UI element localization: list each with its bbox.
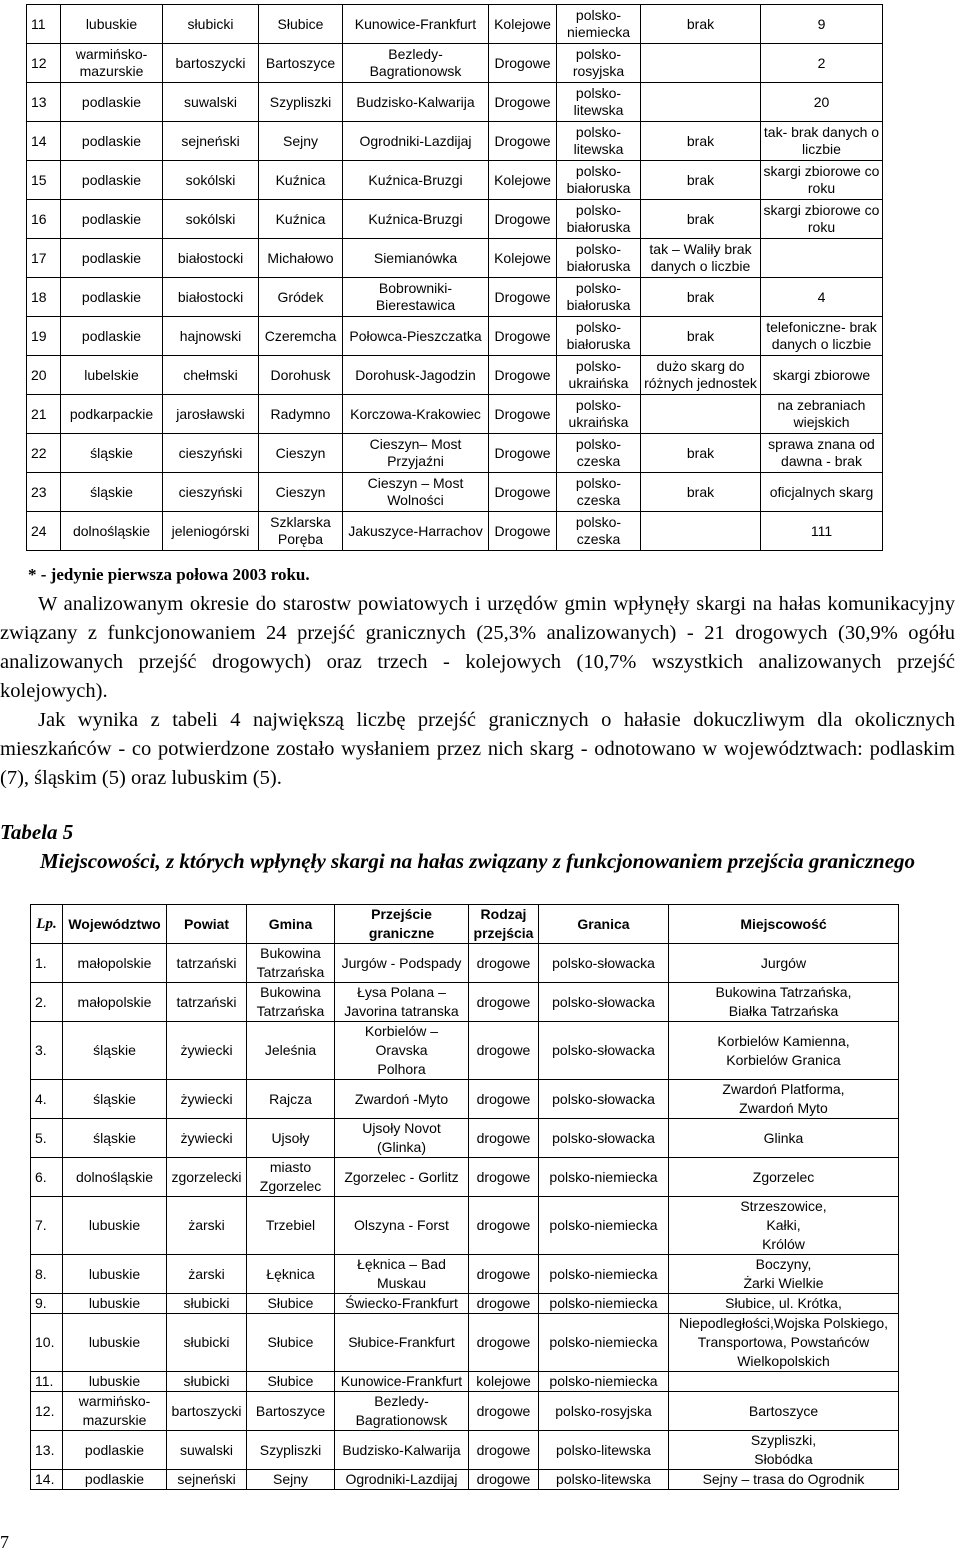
table-row bbox=[27, 512, 883, 551]
cell-przejscie: Siemianówka bbox=[343, 239, 489, 278]
cell-rodzaj: drogowe bbox=[469, 1119, 539, 1158]
cell-ilosc: oficjalnych skarg bbox=[761, 473, 883, 512]
cell-granica: polsko-słowacka bbox=[539, 944, 669, 983]
cell-wojewodztwo: podlaskie bbox=[61, 83, 163, 122]
cell-przejscie: Świecko-Frankfurt bbox=[335, 1294, 469, 1314]
cell-powiat: sejneński bbox=[167, 1470, 247, 1490]
cell-rodzaj: drogowe bbox=[469, 983, 539, 1022]
cell-rodzaj: drogowe bbox=[469, 1255, 539, 1294]
cell-ilosc: skargi zbiorowe bbox=[761, 356, 883, 395]
cell-ilosc: telefoniczne- brak danych o liczbie bbox=[761, 317, 883, 356]
cell-przejscie: Bezledy- Bagrationowsk bbox=[335, 1392, 469, 1431]
cell-przejscie: Bobrowniki- Bierestawica bbox=[343, 278, 489, 317]
table-5-header-row bbox=[31, 905, 899, 944]
cell-lp: 20 bbox=[27, 356, 61, 395]
cell-wojewodztwo: dolnośląskie bbox=[61, 512, 163, 551]
cell-wojewodztwo: śląskie bbox=[63, 1119, 167, 1158]
cell-miejscowosc: Szypliszki, Słobódka bbox=[669, 1431, 899, 1470]
cell-gmina: Jeleśnia bbox=[247, 1022, 335, 1080]
table-4-footnote: * - jedynie pierwsza połowa 2003 roku. bbox=[28, 565, 310, 584]
header-rodzaj: Rodzaj przejścia bbox=[469, 905, 539, 944]
cell-granica: polsko- litewska bbox=[557, 83, 641, 122]
cell-granica: polsko-niemiecka bbox=[539, 1158, 669, 1197]
cell-skargi: brak bbox=[641, 122, 761, 161]
cell-gmina: Słubice bbox=[259, 5, 343, 44]
cell-gmina: Łęknica bbox=[247, 1255, 335, 1294]
header-granica: Granica bbox=[539, 905, 669, 944]
cell-powiat: żarski bbox=[167, 1197, 247, 1255]
table-row bbox=[31, 1431, 899, 1470]
cell-rodzaj: drogowe bbox=[469, 1158, 539, 1197]
cell-powiat: tatrzański bbox=[167, 944, 247, 983]
cell-gmina: Rajcza bbox=[247, 1080, 335, 1119]
cell-przejscie: Zgorzelec - Gorlitz bbox=[335, 1158, 469, 1197]
cell-granica: polsko-rosyjska bbox=[539, 1392, 669, 1431]
table-row bbox=[31, 1392, 899, 1431]
cell-skargi: dużo skarg do różnych jednostek bbox=[641, 356, 761, 395]
cell-granica: polsko-czeska bbox=[557, 512, 641, 551]
cell-rodzaj: drogowe bbox=[469, 1314, 539, 1372]
cell-przejscie: Ogrodniki-Lazdijaj bbox=[343, 122, 489, 161]
cell-lp: 8. bbox=[31, 1255, 63, 1294]
cell-gmina: Bukowina Tatrzańska bbox=[247, 944, 335, 983]
cell-wojewodztwo: małopolskie bbox=[63, 944, 167, 983]
cell-granica: polsko-niemiecka bbox=[539, 1372, 669, 1392]
cell-skargi: brak bbox=[641, 278, 761, 317]
cell-ilosc: skargi zbiorowe co roku bbox=[761, 161, 883, 200]
cell-granica: polsko-czeska bbox=[557, 434, 641, 473]
header-gmina: Gmina bbox=[247, 905, 335, 944]
cell-rodzaj: Drogowe bbox=[489, 317, 557, 356]
table-row bbox=[31, 1022, 899, 1080]
cell-skargi: brak bbox=[641, 5, 761, 44]
cell-granica: polsko- litewska bbox=[557, 122, 641, 161]
cell-przejscie: Korbielów – Oravska Polhora bbox=[335, 1022, 469, 1080]
cell-granica: polsko-niemiecka bbox=[539, 1314, 669, 1372]
table-row bbox=[27, 356, 883, 395]
cell-gmina: Gródek bbox=[259, 278, 343, 317]
cell-skargi: brak bbox=[641, 434, 761, 473]
cell-lp: 13 bbox=[27, 83, 61, 122]
cell-ilosc: na zebraniach wiejskich bbox=[761, 395, 883, 434]
cell-miejscowosc: Glinka bbox=[669, 1119, 899, 1158]
cell-rodzaj: drogowe bbox=[469, 1197, 539, 1255]
cell-przejscie: Ujsoły Novot (Glinka) bbox=[335, 1119, 469, 1158]
table-row bbox=[27, 161, 883, 200]
cell-powiat: sejneński bbox=[163, 122, 259, 161]
cell-powiat: słubicki bbox=[167, 1372, 247, 1392]
cell-miejscowosc: Zgorzelec bbox=[669, 1158, 899, 1197]
cell-lp: 23 bbox=[27, 473, 61, 512]
cell-lp: 11 bbox=[27, 5, 61, 44]
cell-wojewodztwo: podlaskie bbox=[61, 317, 163, 356]
header-powiat: Powiat bbox=[167, 905, 247, 944]
cell-powiat: jeleniogórski bbox=[163, 512, 259, 551]
cell-wojewodztwo: śląskie bbox=[61, 434, 163, 473]
cell-rodzaj: drogowe bbox=[469, 1470, 539, 1490]
table-5 bbox=[30, 904, 899, 1490]
cell-powiat: słubicki bbox=[167, 1314, 247, 1372]
cell-skargi: brak bbox=[641, 473, 761, 512]
cell-gmina: Słubice bbox=[247, 1372, 335, 1392]
cell-gmina: Bartoszyce bbox=[259, 44, 343, 83]
cell-przejscie: Kuźnica-Bruzgi bbox=[343, 200, 489, 239]
cell-lp: 9. bbox=[31, 1294, 63, 1314]
cell-gmina: Cieszyn bbox=[259, 473, 343, 512]
cell-gmina: Słubice bbox=[247, 1294, 335, 1314]
cell-lp: 2. bbox=[31, 983, 63, 1022]
cell-przejscie: Kunowice-Frankfurt bbox=[343, 5, 489, 44]
cell-przejscie: Łysa Polana – Javorina tatranska bbox=[335, 983, 469, 1022]
cell-gmina: Kuźnica bbox=[259, 200, 343, 239]
cell-skargi: brak bbox=[641, 200, 761, 239]
cell-lp: 17 bbox=[27, 239, 61, 278]
cell-wojewodztwo: podlaskie bbox=[61, 278, 163, 317]
cell-lp: 18 bbox=[27, 278, 61, 317]
table-row bbox=[31, 1372, 899, 1392]
table-row bbox=[27, 200, 883, 239]
cell-gmina: Cieszyn bbox=[259, 434, 343, 473]
cell-rodzaj: drogowe bbox=[469, 1022, 539, 1080]
table-row bbox=[27, 44, 883, 83]
cell-wojewodztwo: lubelskie bbox=[61, 356, 163, 395]
cell-gmina: Kuźnica bbox=[259, 161, 343, 200]
table-row bbox=[31, 1314, 899, 1372]
cell-powiat: żywiecki bbox=[167, 1119, 247, 1158]
table-row bbox=[27, 239, 883, 278]
table-row bbox=[31, 1294, 899, 1314]
table-4-continuation bbox=[26, 4, 883, 551]
cell-miejscowosc: Niepodległości,Wojska Polskiego, Transportowa, Powstańców Wielkopolskich bbox=[669, 1314, 899, 1372]
cell-ilosc: skargi zbiorowe co roku bbox=[761, 200, 883, 239]
cell-przejscie: Cieszyn – Most Wolności bbox=[343, 473, 489, 512]
cell-powiat: hajnowski bbox=[163, 317, 259, 356]
cell-przejscie: Łęknica – Bad Muskau bbox=[335, 1255, 469, 1294]
cell-miejscowosc: Jurgów bbox=[669, 944, 899, 983]
cell-wojewodztwo: lubuskie bbox=[63, 1372, 167, 1392]
table-5-body bbox=[31, 944, 899, 1490]
cell-rodzaj: Kolejowe bbox=[489, 239, 557, 278]
cell-powiat: żywiecki bbox=[167, 1080, 247, 1119]
cell-rodzaj: Drogowe bbox=[489, 278, 557, 317]
cell-ilosc: 20 bbox=[761, 83, 883, 122]
table-5-title: Miejscowości, z których wpłynęły skargi na hałas związany z funkcjonowaniem przejścia granicznego bbox=[39, 849, 916, 873]
cell-przejscie: Budzisko-Kalwarija bbox=[343, 83, 489, 122]
cell-skargi bbox=[641, 395, 761, 434]
cell-wojewodztwo: podkarpackie bbox=[61, 395, 163, 434]
cell-rodzaj: kolejowe bbox=[469, 1372, 539, 1392]
cell-granica: polsko- białoruska bbox=[557, 278, 641, 317]
cell-granica: polsko- białoruska bbox=[557, 161, 641, 200]
cell-lp: 11. bbox=[31, 1372, 63, 1392]
cell-wojewodztwo: podlaskie bbox=[61, 161, 163, 200]
cell-powiat: bartoszycki bbox=[167, 1392, 247, 1431]
cell-wojewodztwo: lubuskie bbox=[63, 1255, 167, 1294]
cell-wojewodztwo: lubuskie bbox=[61, 5, 163, 44]
page-number: 7 bbox=[0, 1532, 9, 1552]
cell-przejscie: Dorohusk-Jagodzin bbox=[343, 356, 489, 395]
cell-gmina: Bukowina Tatrzańska bbox=[247, 983, 335, 1022]
table-row bbox=[31, 1470, 899, 1490]
cell-powiat: suwalski bbox=[163, 83, 259, 122]
cell-rodzaj: Drogowe bbox=[489, 44, 557, 83]
table-row bbox=[27, 434, 883, 473]
cell-rodzaj: Drogowe bbox=[489, 356, 557, 395]
header-miejscowosc: Miejscowość bbox=[669, 905, 899, 944]
cell-ilosc: 111 bbox=[761, 512, 883, 551]
cell-rodzaj: drogowe bbox=[469, 944, 539, 983]
cell-przejscie: Jurgów - Podspady bbox=[335, 944, 469, 983]
cell-miejscowosc: Słubice, ul. Krótka, bbox=[669, 1294, 899, 1314]
header-lp: Lp. bbox=[31, 905, 63, 944]
cell-lp: 24 bbox=[27, 512, 61, 551]
cell-lp: 6. bbox=[31, 1158, 63, 1197]
cell-granica: polsko-słowacka bbox=[539, 1119, 669, 1158]
cell-rodzaj: Drogowe bbox=[489, 473, 557, 512]
cell-wojewodztwo: śląskie bbox=[61, 473, 163, 512]
cell-gmina: Bartoszyce bbox=[247, 1392, 335, 1431]
cell-lp: 4. bbox=[31, 1080, 63, 1119]
cell-rodzaj: Drogowe bbox=[489, 434, 557, 473]
paragraph-1: W analizowanym okresie do starostw powiatowych i urzędów gmin wpłynęły skargi na hałas komunikacyjny związany z funkcjonowaniem 24 przejść granicznych (25,3% analizowanych) - 21 drogowych (30,9% ogółu analizowanych przejść drogowych) oraz trzech - kolejowych (10,7% wszystkich analizowanych przejść kolejowych). bbox=[0, 593, 955, 702]
cell-wojewodztwo: podlaskie bbox=[61, 239, 163, 278]
cell-wojewodztwo: małopolskie bbox=[63, 983, 167, 1022]
paragraph-2: Jak wynika z tabeli 4 największą liczbę przejść granicznych o hałasie dokuczliwym dla okolicznych mieszkańców - co potwierdzone zostało wysłaniem przez nich skarg - odnotowano w województwach: podlaskim (7), śląskim (5) oraz lubuskim (5). bbox=[0, 709, 955, 789]
cell-powiat: jarosławski bbox=[163, 395, 259, 434]
cell-powiat: suwalski bbox=[167, 1431, 247, 1470]
cell-wojewodztwo: podlaskie bbox=[61, 122, 163, 161]
cell-rodzaj: Drogowe bbox=[489, 512, 557, 551]
cell-rodzaj: Kolejowe bbox=[489, 161, 557, 200]
cell-ilosc: sprawa znana od dawna - brak bbox=[761, 434, 883, 473]
cell-miejscowosc: Boczyny, Żarki Wielkie bbox=[669, 1255, 899, 1294]
cell-gmina: Czeremcha bbox=[259, 317, 343, 356]
cell-powiat: słubicki bbox=[167, 1294, 247, 1314]
cell-przejscie: Olszyna - Forst bbox=[335, 1197, 469, 1255]
cell-rodzaj: Drogowe bbox=[489, 200, 557, 239]
cell-skargi bbox=[641, 83, 761, 122]
cell-skargi: tak – Waliły brak danych o liczbie bbox=[641, 239, 761, 278]
cell-przejscie: Budzisko-Kalwarija bbox=[335, 1431, 469, 1470]
cell-powiat: sokólski bbox=[163, 200, 259, 239]
cell-rodzaj: Kolejowe bbox=[489, 5, 557, 44]
cell-lp: 21 bbox=[27, 395, 61, 434]
table-row bbox=[27, 122, 883, 161]
table-row bbox=[31, 944, 899, 983]
cell-gmina: Dorohusk bbox=[259, 356, 343, 395]
cell-wojewodztwo: podlaskie bbox=[61, 200, 163, 239]
cell-wojewodztwo: warmińsko- mazurskie bbox=[63, 1392, 167, 1431]
cell-gmina: Szypliszki bbox=[259, 83, 343, 122]
cell-skargi: brak bbox=[641, 161, 761, 200]
cell-lp: 10. bbox=[31, 1314, 63, 1372]
cell-przejscie: Kunowice-Frankfurt bbox=[335, 1372, 469, 1392]
cell-wojewodztwo: lubuskie bbox=[63, 1314, 167, 1372]
cell-rodzaj: drogowe bbox=[469, 1392, 539, 1431]
table-row bbox=[27, 83, 883, 122]
table-row bbox=[31, 1255, 899, 1294]
cell-przejscie: Jakuszyce-Harrachov bbox=[343, 512, 489, 551]
cell-przejscie: Ogrodniki-Lazdijaj bbox=[335, 1470, 469, 1490]
cell-skargi bbox=[641, 512, 761, 551]
cell-lp: 14 bbox=[27, 122, 61, 161]
cell-lp: 12. bbox=[31, 1392, 63, 1431]
table-4-body bbox=[27, 5, 883, 551]
cell-miejscowosc: Strzeszowice, Kałki, Królów bbox=[669, 1197, 899, 1255]
cell-miejscowosc: Bartoszyce bbox=[669, 1392, 899, 1431]
cell-gmina: Michałowo bbox=[259, 239, 343, 278]
cell-granica: polsko-czeska bbox=[557, 473, 641, 512]
cell-przejscie: Słubice-Frankfurt bbox=[335, 1314, 469, 1372]
cell-lp: 16 bbox=[27, 200, 61, 239]
cell-lp: 3. bbox=[31, 1022, 63, 1080]
cell-wojewodztwo: lubuskie bbox=[63, 1294, 167, 1314]
cell-lp: 19 bbox=[27, 317, 61, 356]
cell-ilosc: tak- brak danych o liczbie bbox=[761, 122, 883, 161]
cell-przejscie: Cieszyn– Most Przyjaźni bbox=[343, 434, 489, 473]
cell-gmina: Szypliszki bbox=[247, 1431, 335, 1470]
cell-miejscowosc: Bukowina Tatrzańska, Białka Tatrzańska bbox=[669, 983, 899, 1022]
cell-miejscowosc: Sejny – trasa do Ogrodnik bbox=[669, 1470, 899, 1490]
cell-wojewodztwo: śląskie bbox=[63, 1022, 167, 1080]
cell-lp: 13. bbox=[31, 1431, 63, 1470]
cell-granica: polsko- ukraińska bbox=[557, 356, 641, 395]
header-wojewodztwo: Województwo bbox=[63, 905, 167, 944]
table-row bbox=[27, 278, 883, 317]
cell-powiat: cieszyński bbox=[163, 473, 259, 512]
cell-gmina: Słubice bbox=[247, 1314, 335, 1372]
cell-lp: 14. bbox=[31, 1470, 63, 1490]
table-row bbox=[31, 1158, 899, 1197]
cell-ilosc: 2 bbox=[761, 44, 883, 83]
cell-granica: polsko-niemiecka bbox=[539, 1294, 669, 1314]
cell-granica: polsko- ukraińska bbox=[557, 395, 641, 434]
table-row bbox=[27, 5, 883, 44]
cell-powiat: chełmski bbox=[163, 356, 259, 395]
cell-rodzaj: drogowe bbox=[469, 1431, 539, 1470]
cell-granica: polsko- białoruska bbox=[557, 317, 641, 356]
cell-granica: polsko- białoruska bbox=[557, 200, 641, 239]
cell-powiat: białostocki bbox=[163, 239, 259, 278]
cell-granica: polsko- rosyjska bbox=[557, 44, 641, 83]
cell-miejscowosc: Korbielów Kamienna, Korbielów Granica bbox=[669, 1022, 899, 1080]
cell-powiat: żywiecki bbox=[167, 1022, 247, 1080]
cell-ilosc: 4 bbox=[761, 278, 883, 317]
cell-lp: 7. bbox=[31, 1197, 63, 1255]
cell-powiat: zgorzelecki bbox=[167, 1158, 247, 1197]
cell-gmina: Radymno bbox=[259, 395, 343, 434]
cell-granica: polsko- niemiecka bbox=[557, 5, 641, 44]
cell-granica: polsko-litewska bbox=[539, 1431, 669, 1470]
cell-granica: polsko-niemiecka bbox=[539, 1255, 669, 1294]
cell-gmina: miasto Zgorzelec bbox=[247, 1158, 335, 1197]
cell-przejscie: Zwardoń -Myto bbox=[335, 1080, 469, 1119]
cell-gmina: Szklarska Poręba bbox=[259, 512, 343, 551]
cell-powiat: tatrzański bbox=[167, 983, 247, 1022]
cell-lp: 15 bbox=[27, 161, 61, 200]
cell-wojewodztwo: dolnośląskie bbox=[63, 1158, 167, 1197]
cell-lp: 5. bbox=[31, 1119, 63, 1158]
cell-granica: polsko-niemiecka bbox=[539, 1197, 669, 1255]
cell-lp: 1. bbox=[31, 944, 63, 983]
cell-rodzaj: Drogowe bbox=[489, 122, 557, 161]
table-row bbox=[31, 983, 899, 1022]
cell-miejscowosc: Zwardoń Platforma, Zwardoń Myto bbox=[669, 1080, 899, 1119]
cell-przejscie: Bezledy- Bagrationowsk bbox=[343, 44, 489, 83]
table-row bbox=[27, 473, 883, 512]
cell-przejscie: Połowca-Pieszczatka bbox=[343, 317, 489, 356]
header-przejscie: Przejście graniczne bbox=[335, 905, 469, 944]
cell-lp: 22 bbox=[27, 434, 61, 473]
table-row bbox=[31, 1197, 899, 1255]
cell-granica: polsko-słowacka bbox=[539, 983, 669, 1022]
cell-wojewodztwo: podlaskie bbox=[63, 1431, 167, 1470]
table-row bbox=[27, 395, 883, 434]
cell-ilosc bbox=[761, 239, 883, 278]
cell-wojewodztwo: warmińsko- mazurskie bbox=[61, 44, 163, 83]
cell-lp: 12 bbox=[27, 44, 61, 83]
cell-skargi bbox=[641, 44, 761, 83]
cell-wojewodztwo: śląskie bbox=[63, 1080, 167, 1119]
cell-rodzaj: Drogowe bbox=[489, 395, 557, 434]
cell-gmina: Ujsoły bbox=[247, 1119, 335, 1158]
cell-gmina: Sejny bbox=[259, 122, 343, 161]
cell-powiat: żarski bbox=[167, 1255, 247, 1294]
cell-powiat: białostocki bbox=[163, 278, 259, 317]
cell-powiat: bartoszycki bbox=[163, 44, 259, 83]
cell-granica: polsko-litewska bbox=[539, 1470, 669, 1490]
table-5-caption: Tabela 5 bbox=[0, 820, 74, 844]
cell-powiat: sokólski bbox=[163, 161, 259, 200]
cell-rodzaj: drogowe bbox=[469, 1080, 539, 1119]
cell-powiat: słubicki bbox=[163, 5, 259, 44]
cell-granica: polsko-słowacka bbox=[539, 1022, 669, 1080]
cell-rodzaj: Drogowe bbox=[489, 83, 557, 122]
cell-ilosc: 9 bbox=[761, 5, 883, 44]
table-row bbox=[31, 1119, 899, 1158]
cell-wojewodztwo: podlaskie bbox=[63, 1470, 167, 1490]
cell-granica: polsko-słowacka bbox=[539, 1080, 669, 1119]
cell-granica: polsko- białoruska bbox=[557, 239, 641, 278]
cell-przejscie: Korczowa-Krakowiec bbox=[343, 395, 489, 434]
table-row bbox=[31, 1080, 899, 1119]
cell-powiat: cieszyński bbox=[163, 434, 259, 473]
table-row bbox=[27, 317, 883, 356]
cell-gmina: Trzebiel bbox=[247, 1197, 335, 1255]
cell-przejscie: Kuźnica-Bruzgi bbox=[343, 161, 489, 200]
cell-skargi: brak bbox=[641, 317, 761, 356]
cell-gmina: Sejny bbox=[247, 1470, 335, 1490]
cell-rodzaj: drogowe bbox=[469, 1294, 539, 1314]
cell-miejscowosc bbox=[669, 1372, 899, 1392]
cell-wojewodztwo: lubuskie bbox=[63, 1197, 167, 1255]
